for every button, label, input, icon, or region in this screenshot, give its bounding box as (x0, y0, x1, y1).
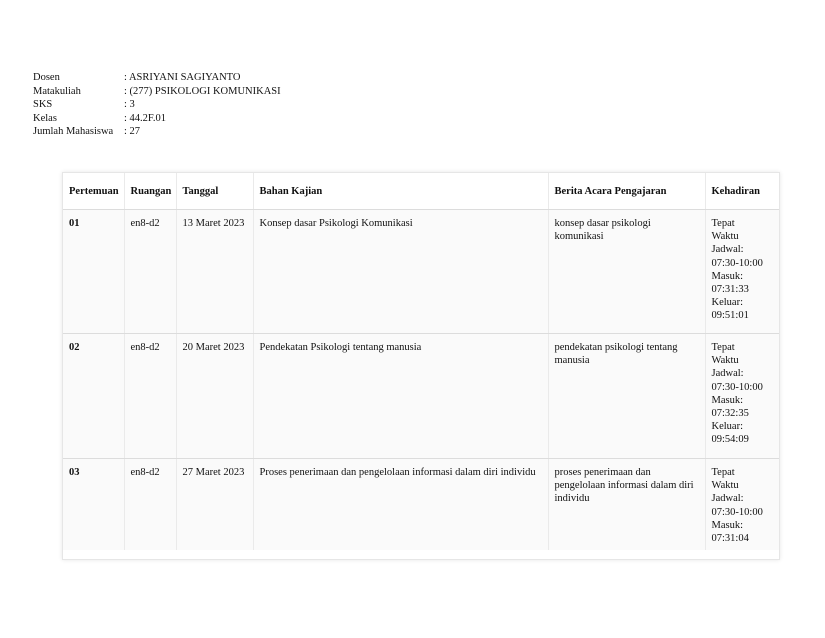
kehadiran-line: Masuk: (711, 394, 743, 406)
cell-ruangan: en8-d2 (124, 334, 176, 459)
info-value: : 44.2F.01 (124, 112, 167, 124)
header-berita-acara: Berita Acara Pengajaran (548, 173, 705, 210)
cell-berita-acara: konsep dasar psikologi komunikasi (548, 210, 705, 334)
cell-bahan-kajian: Pendekatan Psikologi tentang manusia (253, 334, 548, 459)
cell-pertemuan: 02 (63, 334, 124, 459)
kehadiran-line: 07:30-10:00 (711, 381, 763, 393)
kehadiran-line: Jadwal: (711, 368, 744, 380)
kehadiran-line: Tepat (711, 342, 735, 353)
kehadiran-line: Tepat (711, 218, 735, 229)
kehadiran-line: Keluar: (711, 421, 743, 433)
info-label: Jumlah Mahasiswa (33, 126, 114, 138)
cell-kehadiran (705, 459, 779, 551)
cell-tanggal: 27 Maret 2023 (176, 459, 253, 551)
kehadiran-line: Keluar: (711, 297, 743, 309)
cell-tanggal: 20 Maret 2023 (176, 334, 253, 459)
cell-ruangan: en8-d2 (124, 459, 176, 551)
cell-kehadiran (705, 210, 779, 334)
table-header-row (63, 173, 779, 210)
kehadiran-line: 07:30-10:00 (711, 506, 763, 518)
course-info (33, 71, 281, 139)
header-pertemuan: Pertemuan (63, 173, 124, 210)
cell-bahan-kajian: Konsep dasar Psikologi Komunikasi (253, 210, 548, 334)
kehadiran-line: 09:54:09 (711, 434, 749, 446)
cell-pertemuan: 01 (63, 210, 124, 334)
kehadiran-line: 09:51:01 (711, 310, 749, 322)
info-row-jumlah-mahasiswa (33, 125, 281, 139)
header-bahan-kajian: Bahan Kajian (253, 173, 548, 210)
kehadiran-line: Masuk: (711, 519, 743, 531)
attendance-table-card (62, 172, 780, 560)
cell-tanggal: 13 Maret 2023 (176, 210, 253, 334)
info-value: : ASRIYANI SAGIYANTO (124, 72, 241, 83)
info-row-dosen (33, 71, 281, 85)
info-row-matakuliah (33, 85, 281, 99)
header-kehadiran: Kehadiran (705, 173, 779, 210)
kehadiran-line: Waktu (711, 231, 739, 243)
kehadiran-line: 07:32:35 (711, 408, 749, 420)
kehadiran-line: Waktu (711, 355, 739, 367)
kehadiran-line: Waktu (711, 480, 739, 492)
table-row (63, 210, 779, 334)
info-value: : 27 (124, 126, 141, 138)
kehadiran-line: 07:31:33 (711, 284, 749, 296)
cell-ruangan: en8-d2 (124, 210, 176, 334)
cell-kehadiran (705, 334, 779, 459)
table-row (63, 334, 779, 459)
kehadiran-line: Tepat (711, 467, 735, 478)
kehadiran-line: 07:31:04 (711, 533, 749, 545)
kehadiran-line: Jadwal: (711, 493, 744, 505)
table-row (63, 459, 779, 551)
cell-bahan-kajian: Proses penerimaan dan pengelolaan informasi dalam diri individu (253, 459, 548, 551)
info-value: : (277) PSIKOLOGI KOMUNIKASI (124, 85, 281, 97)
cell-berita-acara: pendekatan psikologi tentang manusia (548, 334, 705, 459)
info-label: Matakuliah (33, 85, 81, 97)
info-row-sks (33, 98, 281, 112)
info-label: Dosen (33, 72, 60, 83)
info-value: : 3 (124, 99, 135, 111)
info-label: Kelas (33, 112, 57, 124)
info-label: SKS (33, 99, 53, 111)
cell-berita-acara: proses penerimaan dan pengelolaan informasi dalam diri individu (548, 459, 705, 551)
kehadiran-line: Jadwal: (711, 244, 744, 256)
info-row-kelas (33, 112, 281, 126)
cell-pertemuan: 03 (63, 459, 124, 551)
attendance-table (63, 173, 779, 550)
kehadiran-line: 07:30-10:00 (711, 257, 763, 269)
kehadiran-line: Masuk: (711, 270, 743, 282)
header-ruangan: Ruangan (124, 173, 176, 210)
header-tanggal: Tanggal (176, 173, 253, 210)
